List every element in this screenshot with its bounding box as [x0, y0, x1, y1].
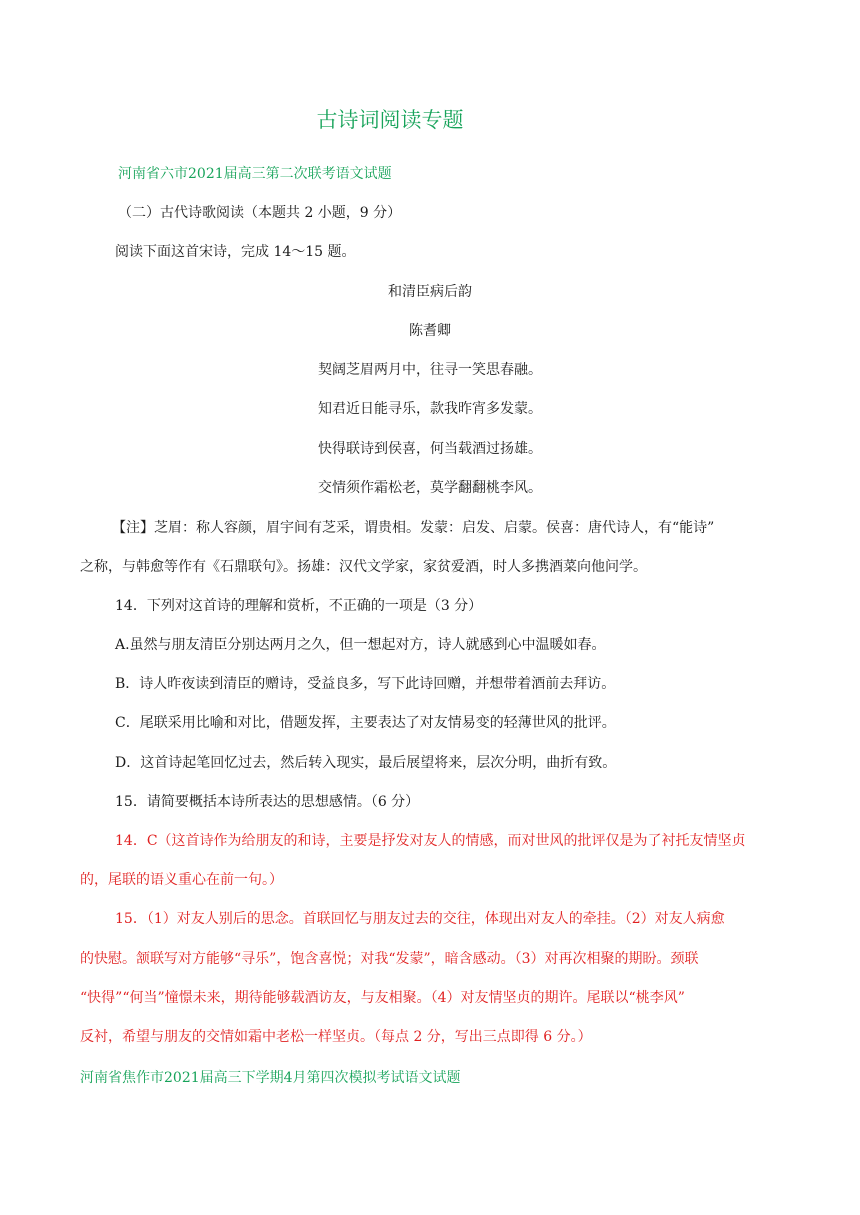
answer-15-line: 反衬，希望与朋友的交情如霜中老松一样坚贞。（每点 2 分，写出三点即得 6 分。）	[80, 1029, 592, 1045]
option-b: B．诗人昨夜读到清臣的赠诗，受益良多，写下此诗回赠，并想带着酒前去拜访。	[115, 676, 616, 692]
poem-title: 和清臣病后韵	[388, 284, 472, 300]
poem-line: 快得联诗到侯喜，何当载酒过扬雄。	[318, 441, 542, 457]
instruction-text: 阅读下面这首宋诗，完成 14～15 题。	[115, 244, 356, 260]
answer-15-line: “快得”“何当”憧憬未来，期待能够载酒访友，与友相聚。（4）对友情坚贞的期许。尾联以“桃李风”	[80, 990, 685, 1006]
source-heading-1: 河南省六市2021届高三第二次联考语文试题	[118, 166, 392, 182]
section-heading: （二）古代诗歌阅读（本题共 2 小题，9 分）	[118, 205, 402, 221]
page-title: 古诗词阅读专题	[316, 108, 464, 132]
option-a: A.虽然与朋友清臣分别达两月之久，但一想起对方，诗人就感到心中温暖如春。	[115, 637, 606, 653]
question-14: 14．下列对这首诗的理解和赏析，不正确的一项是（3 分）	[115, 598, 483, 614]
option-d: D．这首诗起笔回忆过去，然后转入现实，最后展望将来，层次分明，曲折有致。	[115, 755, 617, 771]
question-15: 15．请简要概括本诗所表达的思想感情。（6 分）	[115, 794, 420, 810]
answer-15-line: 15．（1）对友人别后的思念。首联回忆与朋友过去的交往，体现出对友人的牵挂。（2）对友人病愈	[115, 911, 725, 927]
answer-15-line: 的快慰。颔联写对方能够“寻乐”，饱含喜悦；对我“发蒙”，暗含感动。（3）对再次相聚的期盼。颈联	[80, 951, 699, 967]
poem-line: 交情须作霜松老，莫学翻翻桃李风。	[318, 480, 542, 496]
poem-line: 契阔芝眉两月中，往寻一笑思春融。	[318, 362, 542, 378]
poem-line: 知君近日能寻乐，款我昨宵多发蒙。	[318, 401, 542, 417]
note-line: 【注】芝眉：称人容颜，眉宇间有芝采，谓贵相。发蒙：启发、启蒙。侯喜：唐代诗人，有“能诗”	[112, 520, 715, 536]
source-heading-2: 河南省焦作市2021届高三下学期4月第四次模拟考试语文试题	[80, 1070, 461, 1086]
note-line: 之称，与韩愈等作有《石鼎联句》。扬雄：汉代文学家，家贫爱酒，时人多携酒菜向他问学。	[80, 559, 647, 575]
poem-author: 陈耆卿	[409, 323, 451, 339]
answer-14-line: 14．C（这首诗作为给朋友的和诗，主要是抒发对友人的情感，而对世风的批评仅是为了衬托友情坚贞	[115, 833, 746, 849]
answer-14-line: 的，尾联的语义重心在前一句。）	[80, 872, 283, 888]
option-c: C．尾联采用比喻和对比，借题发挥，主要表达了对友情易变的轻薄世风的批评。	[115, 715, 616, 731]
